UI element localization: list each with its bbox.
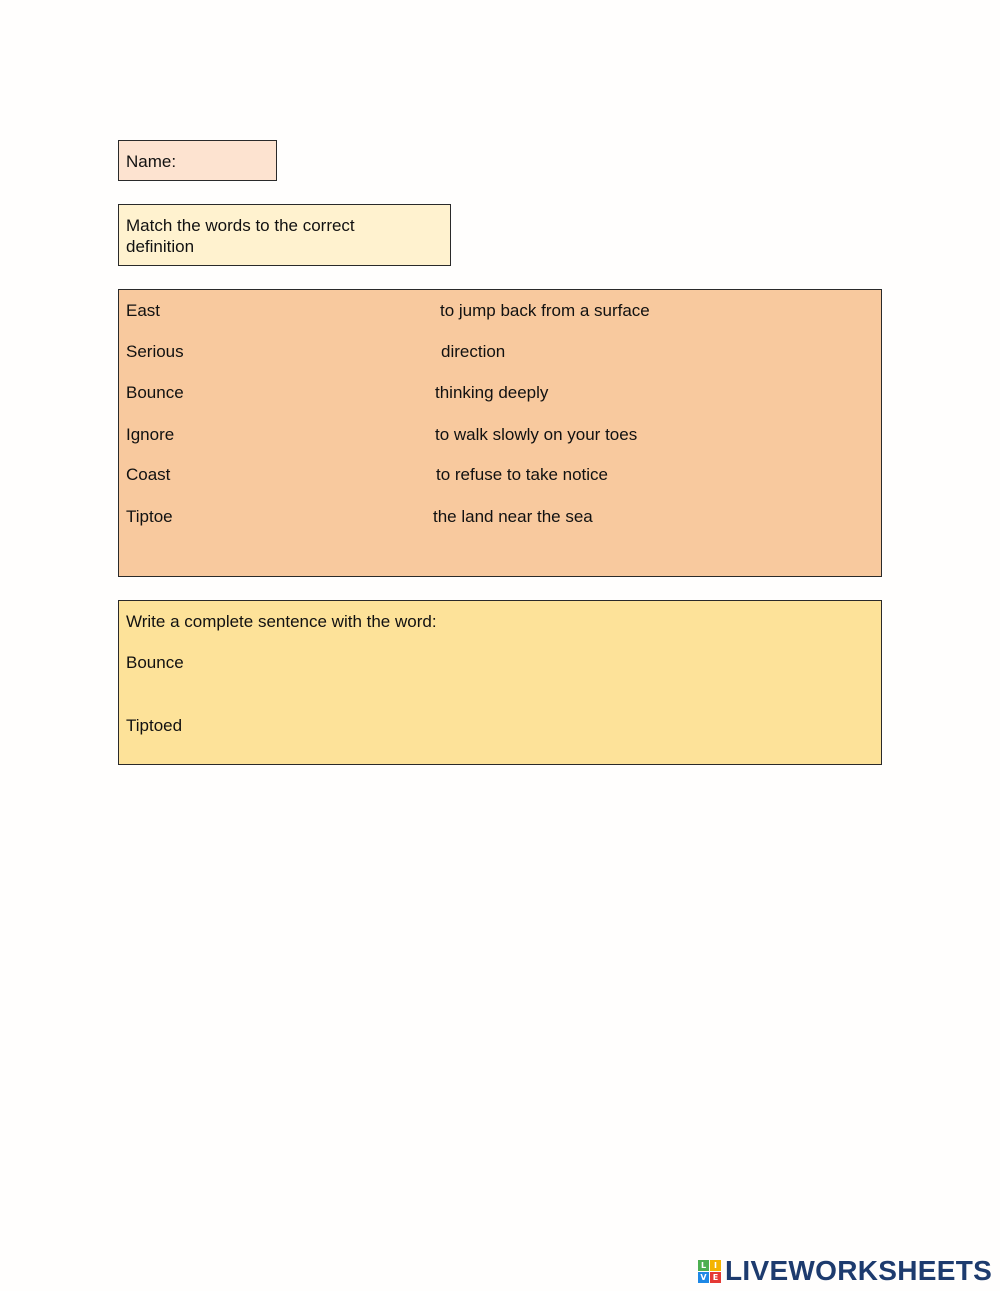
sentence-word: Bounce bbox=[126, 653, 184, 672]
logo-tile: L bbox=[698, 1260, 709, 1271]
match-word[interactable]: Tiptoe bbox=[126, 507, 173, 526]
match-word[interactable]: Coast bbox=[126, 465, 171, 484]
match-word[interactable]: East bbox=[126, 301, 161, 320]
logo-tile: V bbox=[698, 1272, 709, 1283]
name-label: Name: bbox=[126, 152, 177, 171]
logo-tiles-icon bbox=[698, 1260, 721, 1283]
match-word[interactable]: Bounce bbox=[126, 383, 184, 402]
logo-wordmark: LIVEWORKSHEETS bbox=[725, 1255, 993, 1286]
match-definition[interactable]: direction bbox=[441, 342, 506, 361]
logo-tile: I bbox=[710, 1260, 721, 1271]
match-definition[interactable]: to refuse to take notice bbox=[436, 465, 608, 484]
match-definition[interactable]: to walk slowly on your toes bbox=[435, 425, 638, 444]
sentence-prompt: Write a complete sentence with the word: bbox=[126, 612, 437, 631]
match-definition[interactable]: the land near the sea bbox=[433, 507, 593, 526]
match-definition[interactable]: to jump back from a surface bbox=[440, 301, 650, 320]
logo-tile: E bbox=[710, 1272, 721, 1283]
match-word[interactable]: Serious bbox=[126, 342, 184, 361]
instruction-text: Match the words to the correct definition bbox=[126, 216, 355, 256]
liveworksheets-logo bbox=[698, 1256, 992, 1286]
match-definition[interactable]: thinking deeply bbox=[435, 383, 549, 402]
sentence-word: Tiptoed bbox=[126, 716, 183, 735]
match-word[interactable]: Ignore bbox=[126, 425, 175, 444]
